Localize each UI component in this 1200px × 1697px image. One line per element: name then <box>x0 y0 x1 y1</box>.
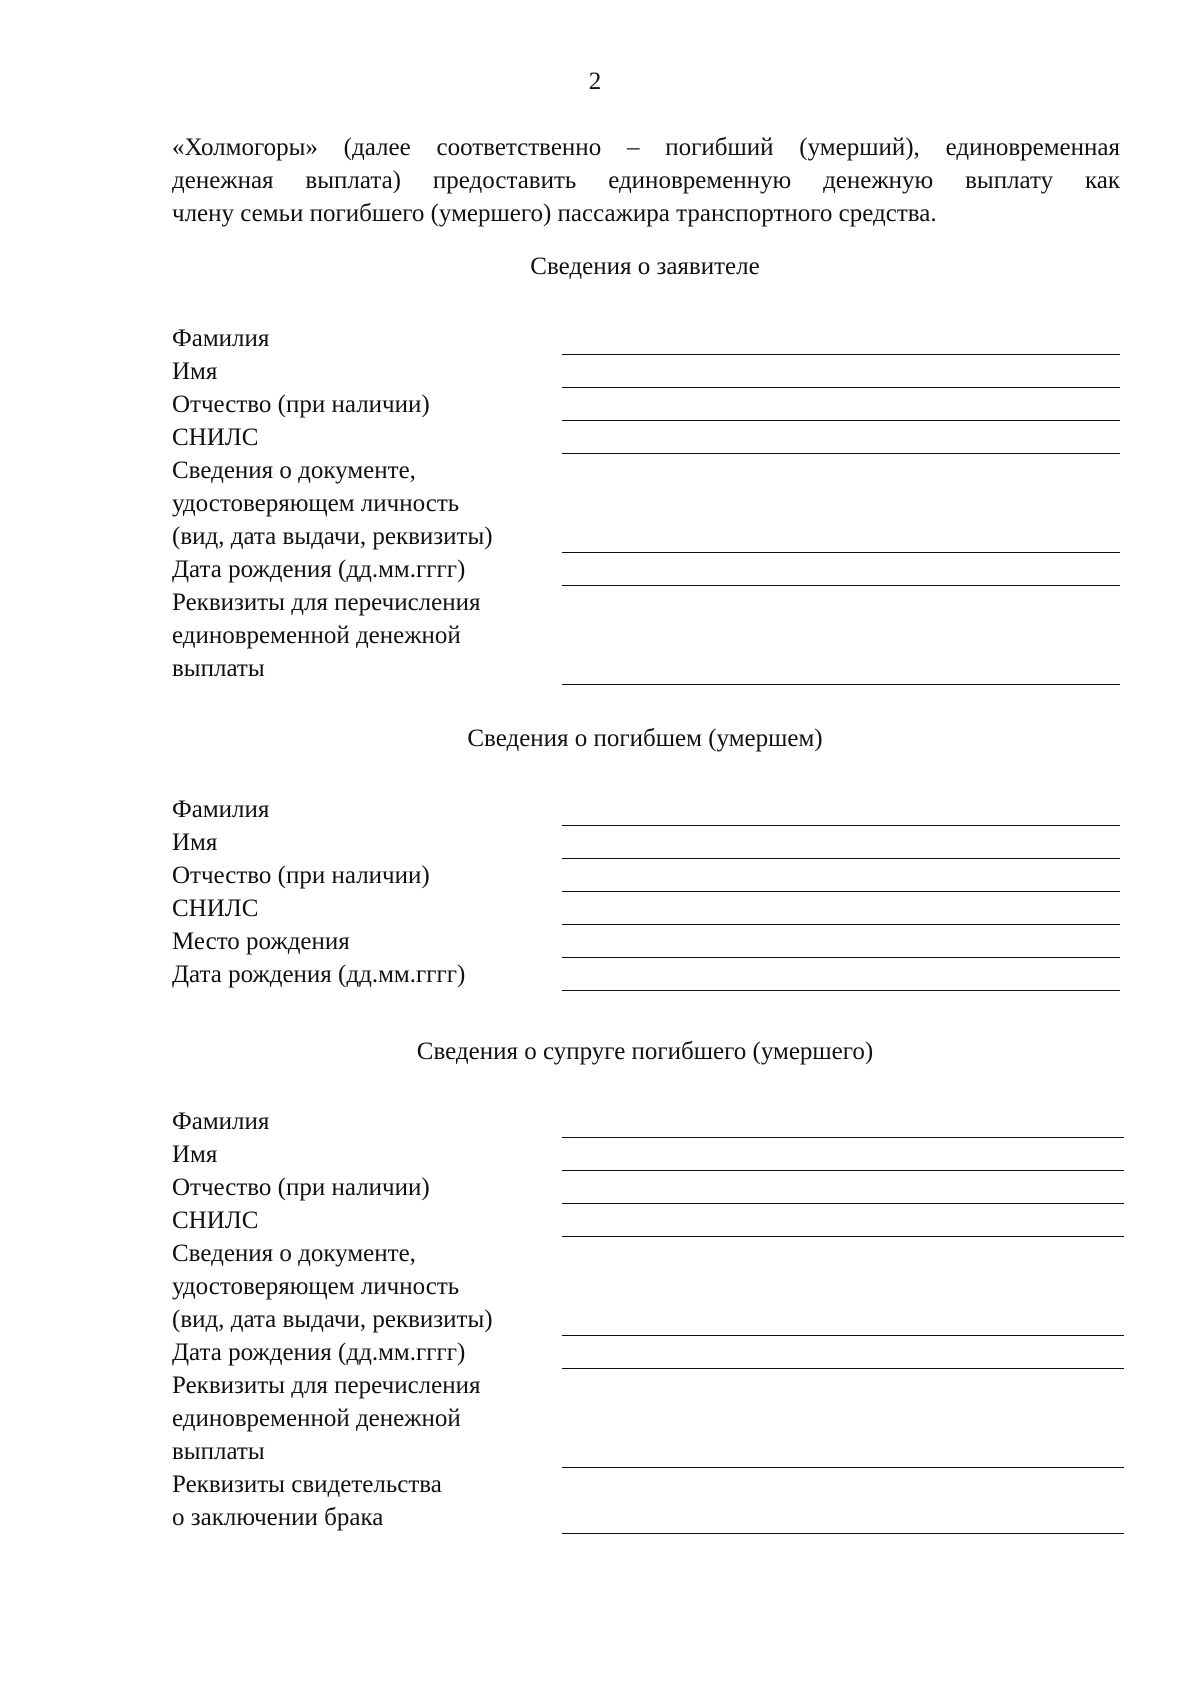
fill-in-line[interactable] <box>562 684 1120 685</box>
field-payment-details[interactable] <box>172 586 1132 685</box>
field-identity-document[interactable] <box>172 1237 1132 1336</box>
field-snils[interactable] <box>172 892 1132 925</box>
field-label: (вид, дата выдачи, реквизиты) <box>172 523 493 550</box>
field-patronymic[interactable] <box>172 1171 1132 1204</box>
field-name[interactable] <box>172 1138 1132 1171</box>
field-surname[interactable] <box>172 1105 1132 1138</box>
field-name[interactable] <box>172 826 1132 859</box>
field-label: Фамилия <box>172 325 270 352</box>
field-marriage-certificate[interactable] <box>172 1468 1132 1534</box>
section-deceased-fields <box>172 793 1132 991</box>
section-applicant-title: Сведения о заявителе <box>530 253 760 280</box>
field-label: Отчество (при наличии) <box>172 862 430 889</box>
field-label: Имя <box>172 829 218 856</box>
field-label: Имя <box>172 1141 218 1168</box>
field-payment-details[interactable] <box>172 1369 1132 1468</box>
field-snils[interactable] <box>172 421 1132 454</box>
field-label: Место рождения <box>172 928 350 955</box>
field-label: СНИЛС <box>172 895 259 922</box>
field-identity-document[interactable] <box>172 454 1132 553</box>
intro-paragraph <box>172 131 1120 230</box>
field-surname[interactable] <box>172 322 1132 355</box>
field-label: удостоверяющем личность <box>172 490 460 517</box>
field-patronymic[interactable] <box>172 859 1132 892</box>
field-label: Реквизиты для перечисления <box>172 1372 481 1399</box>
field-label: Сведения о документе, <box>172 1240 416 1267</box>
field-label: Реквизиты свидетельства <box>172 1471 442 1498</box>
field-label: Имя <box>172 358 218 385</box>
section-spouse-fields <box>172 1105 1132 1534</box>
field-label: о заключении брака <box>172 1504 384 1531</box>
fill-in-line[interactable] <box>562 990 1120 991</box>
section-deceased-title: Сведения о погибшем (умершем) <box>467 725 823 752</box>
fill-in-line[interactable] <box>562 1533 1124 1534</box>
field-label: Реквизиты для перечисления <box>172 589 481 616</box>
field-birth-date[interactable] <box>172 553 1132 586</box>
field-snils[interactable] <box>172 1204 1132 1237</box>
field-label: Сведения о документе, <box>172 457 416 484</box>
field-surname[interactable] <box>172 793 1132 826</box>
page-number: 2 <box>588 68 602 95</box>
field-birth-date[interactable] <box>172 958 1132 991</box>
field-label: выплаты <box>172 1438 265 1465</box>
field-label: Дата рождения (дд.мм.гггг) <box>172 1339 466 1366</box>
field-label: удостоверяющем личность <box>172 1273 460 1300</box>
field-patronymic[interactable] <box>172 388 1132 421</box>
field-label: Фамилия <box>172 796 270 823</box>
field-label: Отчество (при наличии) <box>172 391 430 418</box>
field-label: СНИЛС <box>172 424 259 451</box>
field-label: Дата рождения (дд.мм.гггг) <box>172 556 466 583</box>
intro-line: члену семьи погибшего (умершего) пассажира транспортного средства. <box>172 200 937 227</box>
field-name[interactable] <box>172 355 1132 388</box>
field-label: Отчество (при наличии) <box>172 1174 430 1201</box>
field-label: единовременной денежной <box>172 622 461 649</box>
section-spouse-title: Сведения о супруге погибшего (умершего) <box>416 1038 874 1065</box>
field-birth-place[interactable] <box>172 925 1132 958</box>
field-label: Дата рождения (дд.мм.гггг) <box>172 961 466 988</box>
field-birth-date[interactable] <box>172 1336 1132 1369</box>
field-label: Фамилия <box>172 1108 270 1135</box>
section-applicant-fields <box>172 322 1132 685</box>
field-label: СНИЛС <box>172 1207 259 1234</box>
intro-line: денежная выплата) предоставить единовременную денежную выплату как <box>172 167 1120 194</box>
intro-line: «Холмогоры» (далее соответственно – погибший (умерший), единовременная <box>172 134 1120 161</box>
field-label: выплаты <box>172 655 265 682</box>
field-label: (вид, дата выдачи, реквизиты) <box>172 1306 493 1333</box>
field-label: единовременной денежной <box>172 1405 461 1432</box>
